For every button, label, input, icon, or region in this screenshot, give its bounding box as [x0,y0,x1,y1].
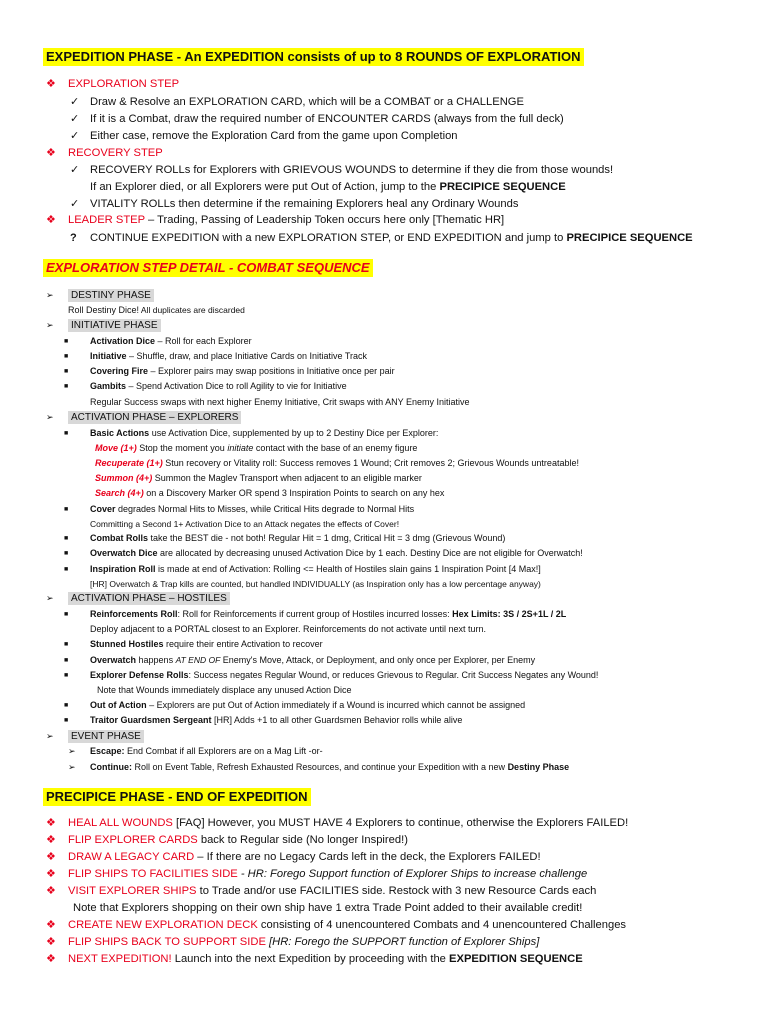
text: – Spend Activation Dice to roll Agility to vie for Initiative [126,381,347,391]
exploration-step-label: EXPLORATION STEP [68,78,180,90]
phase-label: DESTINY PHASE [68,289,154,302]
check-icon: ✓ [70,130,80,142]
text: happens [136,655,176,665]
list-item [64,716,462,725]
list-item [46,835,408,846]
arrow-icon: ➢ [46,412,54,422]
action-recuperate [95,459,579,468]
text: AT END OF [175,655,221,665]
text: back to Regular side (No longer Inspired!) [197,834,408,846]
square-bullet-icon: ■ [64,430,69,437]
list-item [46,886,596,897]
text: Roll on Event Table, Refresh Exhausted Resources, and continue your Expedition with a new [132,762,508,772]
text: degrades Normal Hits to Misses, while Critical Hits degrade to Normal Hits [115,504,415,514]
square-bullet-icon: ■ [64,368,69,375]
square-bullet-icon: ■ [64,506,69,513]
term: Reinforcements Roll [90,609,178,619]
term: Out of Action [90,700,147,710]
square-bullet-icon: ■ [64,383,69,390]
term: Stunned Hostiles [90,639,164,649]
square-bullet-icon: ■ [64,611,69,618]
leader-step-item [46,215,504,226]
list-item [64,701,525,710]
activation-explorers-header [46,413,241,423]
list-item [64,505,414,514]
step-label: HEAL ALL WOUNDS [68,817,173,829]
list-item [64,352,367,361]
arrow-icon: ➢ [46,290,54,300]
note: [HR] Overwatch & Trap kills are counted, but handled INDIVIDUALLY (as Inspiration only has a low percentage anyway) [90,579,541,589]
action-label: Move (1+) [95,443,137,453]
list-text: Either case, remove the Exploration Card from the game upon Completion [90,130,458,142]
list-item [64,671,598,680]
check-icon: ✓ [70,198,80,210]
term: Explorer Defense Rolls [90,670,189,680]
text: [FAQ] However, you MUST HAVE 4 Explorers to continue, otherwise the Explorers FAILED! [172,817,629,829]
diamond-bullet-icon: ❖ [46,919,56,931]
activation-hostiles-header [46,594,230,604]
diamond-bullet-icon: ❖ [46,817,56,829]
expedition-sequence-ref: EXPEDITION SEQUENCE [449,953,583,965]
text: – Roll for each Explorer [155,336,252,346]
term: Overwatch Dice [90,548,158,558]
square-bullet-icon: ■ [64,641,69,648]
phase-label: ACTIVATION PHASE – HOSTILES [68,592,230,605]
step-label: NEXT EXPEDITION! [68,953,172,965]
list-item [64,534,505,543]
list-item [64,382,347,391]
text: - HR: Forego Support function of Explorer Ships to increase challenge [237,868,588,880]
action-move [95,444,417,453]
square-bullet-icon: ■ [64,338,69,345]
text: – Shuffle, draw, and place Initiative Cards on Initiative Track [126,351,367,361]
event-phase-header [46,732,144,742]
list-text: If it is a Combat, draw the required number of ENCOUNTER CARDS (always from the full deck) [90,113,564,125]
diamond-bullet-icon: ❖ [46,834,56,846]
list-item [70,97,524,108]
list-item [64,429,438,438]
check-icon: ✓ [70,113,80,125]
destiny-phase-ref: Destiny Phase [507,762,570,772]
term: Gambits [90,381,127,391]
text: Summon the Maglev Transport when adjacent to an eligible marker [152,473,422,483]
text: Enemy's Move, Attack, or Deployment, and only once per Explorer, per Enemy [220,655,536,665]
arrow-icon: ➢ [46,593,54,603]
square-bullet-icon: ■ [64,672,69,679]
arrow-icon: ➢ [46,320,54,330]
text: are allocated by decreasing unused Activation Dice by 1 each. Destiny Dice are not eligible for Overwatch! [157,548,583,558]
text: use Activation Dice, supplemented by up to 2 Destiny Dice per Explorer: [149,428,439,438]
destiny-phase-header [46,291,154,301]
list-item [64,337,252,346]
check-icon: ✓ [70,96,80,108]
exploration-step-item [46,79,179,90]
diamond-bullet-icon: ❖ [46,214,56,226]
text: – If there are no Legacy Cards left in the deck, the Explorers FAILED! [194,851,541,863]
list-item [64,565,541,574]
phase-label: EVENT PHASE [68,730,144,743]
initiative-phase-header [46,321,161,331]
list-item [64,610,566,619]
note: Committing a Second 1+ Activation Dice to an Attack negates the effects of Cover! [90,519,400,529]
note: Note that Explorers shopping on their own ship have 1 extra Trade Point added to their available credit! [73,902,583,914]
text: take the BEST die - not both! Regular Hit = 1 dmg, Critical Hit = 3 dmg (Grievous Wound) [148,533,506,543]
list-item [70,199,518,210]
term: Cover [90,504,116,514]
square-bullet-icon: ■ [64,717,69,724]
action-label: Search (4+) [95,488,144,498]
diamond-bullet-icon: ❖ [46,851,56,863]
term: Covering Fire [90,366,149,376]
list-text: CONTINUE EXPEDITION with a new EXPLORATION STEP, or END EXPEDITION and jump to [90,232,567,244]
recovery-step-label: RECOVERY STEP [68,147,163,159]
list-item [64,367,395,376]
term: Initiative [90,351,127,361]
action-label: Recuperate (1+) [95,458,163,468]
arrow-icon: ➢ [68,746,76,756]
leader-step-label: LEADER STEP [68,214,145,226]
term: Activation Dice [90,336,156,346]
precipice-sequence-ref: PRECIPICE SEQUENCE [439,181,566,193]
step-label: CREATE NEW EXPLORATION DECK [68,919,258,931]
term: Basic Actions [90,428,150,438]
list-item [46,937,539,948]
term: Escape: [90,746,125,756]
list-item [70,233,693,244]
list-item [46,852,541,863]
list-item [64,656,535,665]
diamond-bullet-icon: ❖ [46,953,56,965]
text: initiate [227,443,254,453]
list-item [64,640,323,649]
diamond-bullet-icon: ❖ [46,936,56,948]
text: on a Discovery Marker OR spend 3 Inspiration Points to search on any hex [143,488,445,498]
text: is made at end of Activation: Rolling <= Health of Hostiles slain gains 1 Inspiration Point [4 Max!] [155,564,541,574]
action-search [95,489,444,498]
list-item [68,747,323,756]
list-text: If an Explorer died, or all Explorers were put Out of Action, jump to the [90,181,440,193]
list-item [70,114,564,125]
list-text: Draw & Resolve an EXPLORATION CARD, which will be a COMBAT or a CHALLENGE [90,96,524,108]
arrow-icon: ➢ [68,762,76,772]
leader-step-desc: – Trading, Passing of Leadership Token occurs here only [Thematic HR] [144,214,505,226]
text: Stun recovery or Vitality roll: Success removes 1 Wound; Crit removes 2; Grievous Wounds untreatable! [162,458,579,468]
diamond-bullet-icon: ❖ [46,885,56,897]
text: Launch into the next Expedition by proceeding with the [171,953,450,965]
term: Overwatch [90,655,137,665]
list-item [70,165,613,176]
term: Continue: [90,762,132,772]
text: End Combat if all Explorers are on a Mag Lift -or- [124,746,323,756]
action-summon [95,474,422,483]
step-label: FLIP SHIPS TO FACILITIES SIDE [68,868,238,880]
step-label: FLIP EXPLORER CARDS [68,834,198,846]
step-label: FLIP SHIPS BACK TO SUPPORT SIDE [68,936,266,948]
note: Note that Wounds immediately displace any unused Action Dice [97,685,352,695]
square-bullet-icon: ■ [64,550,69,557]
phase-label: INITIATIVE PHASE [68,319,161,332]
precipice-title: PRECIPICE PHASE - END OF EXPEDITION [43,788,311,806]
precipice-sequence-ref: PRECIPICE SEQUENCE [566,232,693,244]
diamond-bullet-icon: ❖ [46,78,56,90]
diamond-bullet-icon: ❖ [46,868,56,880]
text: Roll Destiny Dice! [68,305,140,315]
square-bullet-icon: ■ [64,535,69,542]
text: : Success negates Regular Wound, or reduces Grievous to Regular. Crit Success Negates any Wound! [188,670,599,680]
term: Combat Rolls [90,533,149,543]
text: [HR: Forego the SUPPORT function of Explorer Ships] [265,936,540,948]
expedition-title: EXPEDITION PHASE - An EXPEDITION consists of up to 8 ROUNDS OF EXPLORATION [43,48,584,66]
text: All duplicates are discarded [139,305,245,315]
list-item [68,763,569,772]
term: Inspiration Roll [90,564,156,574]
text: – Explorers are put Out of Action immediately if a Wound is incurred which cannot be assigned [146,700,526,710]
arrow-icon: ➢ [46,731,54,741]
text: consisting of 4 unencountered Combats and 4 unencountered Challenges [257,919,627,931]
text: Stop the moment you [136,443,228,453]
step-label: DRAW A LEGACY CARD [68,851,195,863]
list-item [90,182,566,193]
action-label: Summon (4+) [95,473,153,483]
phase-label: ACTIVATION PHASE – EXPLORERS [68,411,241,424]
text: – Explorer pairs may swap positions in Initiative once per pair [148,366,395,376]
square-bullet-icon: ■ [64,566,69,573]
square-bullet-icon: ■ [64,353,69,360]
text: : Roll for Reinforcements if current group of Hostiles incurred losses: [177,609,453,619]
note: Regular Success swaps with next higher Enemy Initiative, Crit swaps with ANY Enemy Initiative [90,397,470,407]
list-item [64,549,583,558]
destiny-text [68,306,245,315]
recovery-step-item [46,148,163,159]
list-item [46,818,628,829]
hex-limits: Hex Limits: 3S / 2S+1L / 2L [452,609,567,619]
combat-sequence-title: EXPLORATION STEP DETAIL - COMBAT SEQUENCE [43,259,373,277]
list-item [46,920,626,931]
text: require their entire Activation to recover [163,639,323,649]
check-icon: ✓ [70,164,80,176]
note: Deploy adjacent to a PORTAL closest to an Explorer. Reinforcements do not activate until next turn. [90,624,487,634]
text: to Trade and/or use FACILITIES side. Restock with 3 new Resource Cards each [196,885,597,897]
list-text: RECOVERY ROLLs for Explorers with GRIEVOUS WOUNDS to determine if they die from those wounds! [90,164,614,176]
list-item [70,131,458,142]
step-label: VISIT EXPLORER SHIPS [68,885,197,897]
list-item [46,954,583,965]
list-item [46,869,587,880]
square-bullet-icon: ■ [64,657,69,664]
question-mark: ? [70,232,77,244]
diamond-bullet-icon: ❖ [46,147,56,159]
text: [HR] Adds +1 to all other Guardsmen Behavior rolls while alive [211,715,463,725]
square-bullet-icon: ■ [64,702,69,709]
list-text: VITALITY ROLLs then determine if the remaining Explorers heal any Ordinary Wounds [90,198,519,210]
term: Traitor Guardsmen Sergeant [90,715,212,725]
text: contact with the base of an enemy figure [253,443,418,453]
